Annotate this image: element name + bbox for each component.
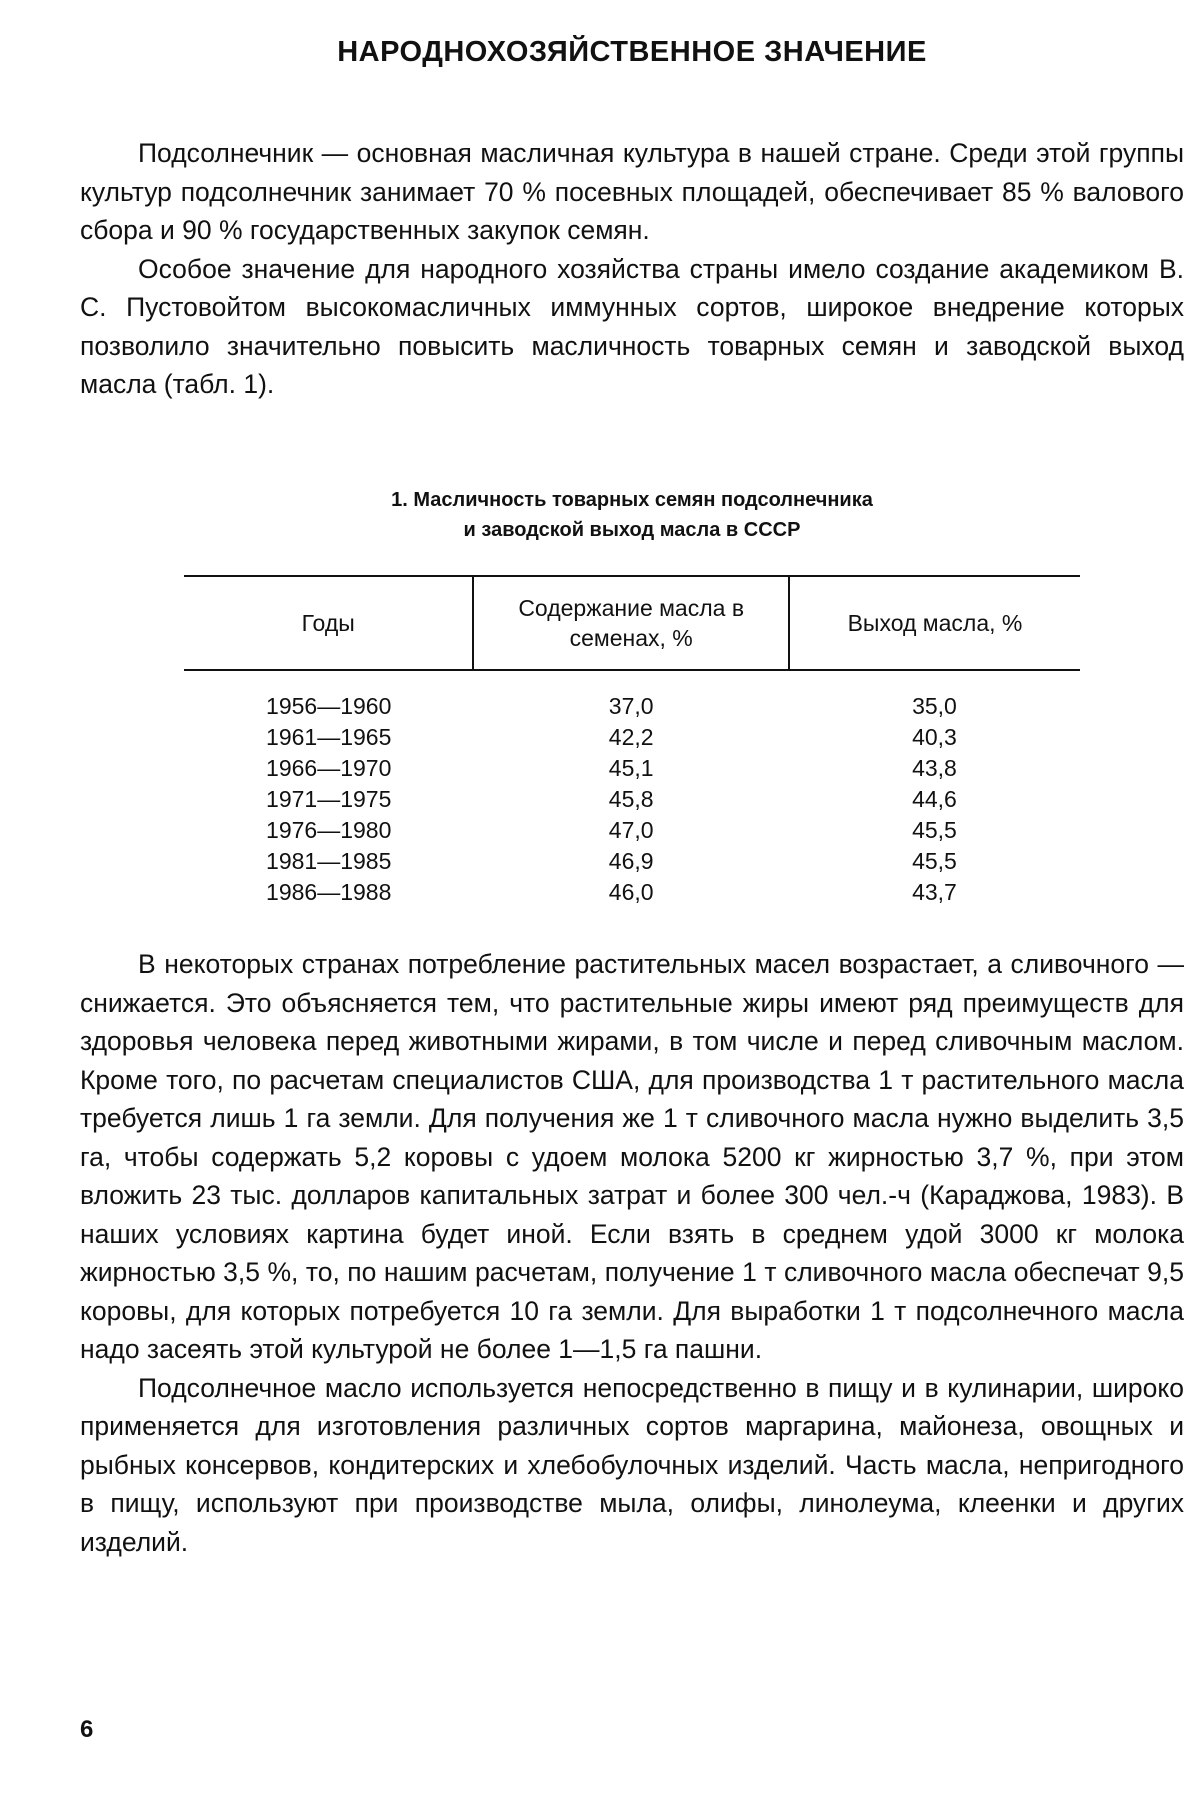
cell-oil-content: 45,8	[608, 786, 654, 812]
table-caption-line-1: 1. Масличность товарных семян подсолнечника	[391, 489, 873, 511]
cell-oil-yield: 43,8	[912, 755, 957, 781]
table-row	[184, 670, 1080, 722]
cell-oil-yield: 45,5	[912, 817, 957, 843]
table-row	[184, 846, 1080, 877]
header-oil-yield: Выход масла, %	[789, 576, 1080, 670]
cell-oil-content: 46,9	[608, 848, 654, 874]
table-row	[184, 815, 1080, 846]
table-header-row	[184, 576, 1080, 670]
oil-content-table	[184, 575, 1080, 908]
cell-oil-yield: 45,5	[912, 848, 957, 874]
cell-oil-content: 42,2	[608, 724, 654, 750]
table-row	[184, 722, 1080, 753]
cell-years: 1976—1980	[266, 817, 392, 843]
intro-text	[80, 134, 1184, 404]
cell-years: 1956—1960	[266, 693, 392, 719]
cell-oil-content: 47,0	[608, 817, 654, 843]
paragraph-intro-1: Подсолнечник — основная масличная культура в нашей стране. Среди этой группы культур подсолнечник занимает 70 % посевных площадей, обеспечивает 85 % валового сбора и 90 % государственных закупок семян.	[80, 138, 1184, 245]
paragraph-uses: Подсолнечное масло используется непосредственно в пищу и в кулинарии, широко применяется для изготовления различных сортов маргарина, майонеза, овощных и рыбных консервов, кондитерских и хлебобулочных изделий. Часть масла, непригодного в пищу, используют при производстве мыла, олифы, линолеума, клеенки и других изделий.	[80, 1372, 1184, 1557]
cell-years: 1966—1970	[266, 755, 392, 781]
header-years: Годы	[184, 576, 473, 670]
main-text	[80, 945, 1184, 1561]
cell-oil-content: 46,0	[608, 879, 654, 905]
cell-oil-yield: 35,0	[912, 693, 957, 719]
table-row	[184, 784, 1080, 815]
cell-oil-yield: 40,3	[912, 724, 957, 750]
cell-years: 1961—1965	[266, 724, 392, 750]
table-caption	[80, 485, 1184, 545]
table-row	[184, 753, 1080, 784]
paragraph-consumption: В некоторых странах потребление растительных масел возрастает, а сливочного — снижается. Это объясняется тем, что растительные жиры имеют ряд преимуществ для здоровья человека перед животными жирами, в том числе и перед сливочным маслом. Кроме того, по расчетам специалистов США, для производства 1 т растительного масла требуется лишь 1 га земли. Для получения же 1 т сливочного масла нужно выделить 3,5 га, чтобы содержать 5,2 коровы с удоем молока 5200 кг жирностью 3,7 %, при этом вложить 23 тыс. долларов капитальных затрат и более 300 чел.-ч (Караджова, 1983). В наших условиях картина будет иной. Если взять в среднем удой 3000 кг молока жирностью 3,5 %, то, по нашим расчетам, получение 1 т сливочного масла обеспечат 9,5 коровы, для которых потребуется 10 га земли. Для выработки 1 т подсолнечного масла надо засеять этой культурой не более 1—1,5 га пашни.	[80, 949, 1184, 1364]
table-caption-line-2: и заводской выход масла в СССР	[463, 519, 801, 541]
table-row	[184, 877, 1080, 908]
cell-oil-yield: 43,7	[912, 879, 957, 905]
header-oil-content: Содержание масла в семенах, %	[473, 576, 788, 670]
paragraph-intro-2: Особое значение для народного хозяйства страны имело создание академиком В. С. Пустовойтом высокомасличных иммунных сортов, широкое внедрение которых позволило значительно повысить масличность товарных семян и заводской выход масла (табл. 1).	[80, 253, 1184, 399]
cell-years: 1986—1988	[266, 879, 392, 905]
cell-years: 1971—1975	[266, 786, 392, 812]
section-heading: НАРОДНОХОЗЯЙСТВЕННОЕ ЗНАЧЕНИЕ	[337, 36, 927, 68]
cell-oil-yield: 44,6	[912, 786, 957, 812]
cell-oil-content: 37,0	[608, 693, 654, 719]
cell-oil-content: 45,1	[608, 755, 654, 781]
cell-years: 1981—1985	[266, 848, 392, 874]
page-number: 6	[80, 1716, 94, 1743]
